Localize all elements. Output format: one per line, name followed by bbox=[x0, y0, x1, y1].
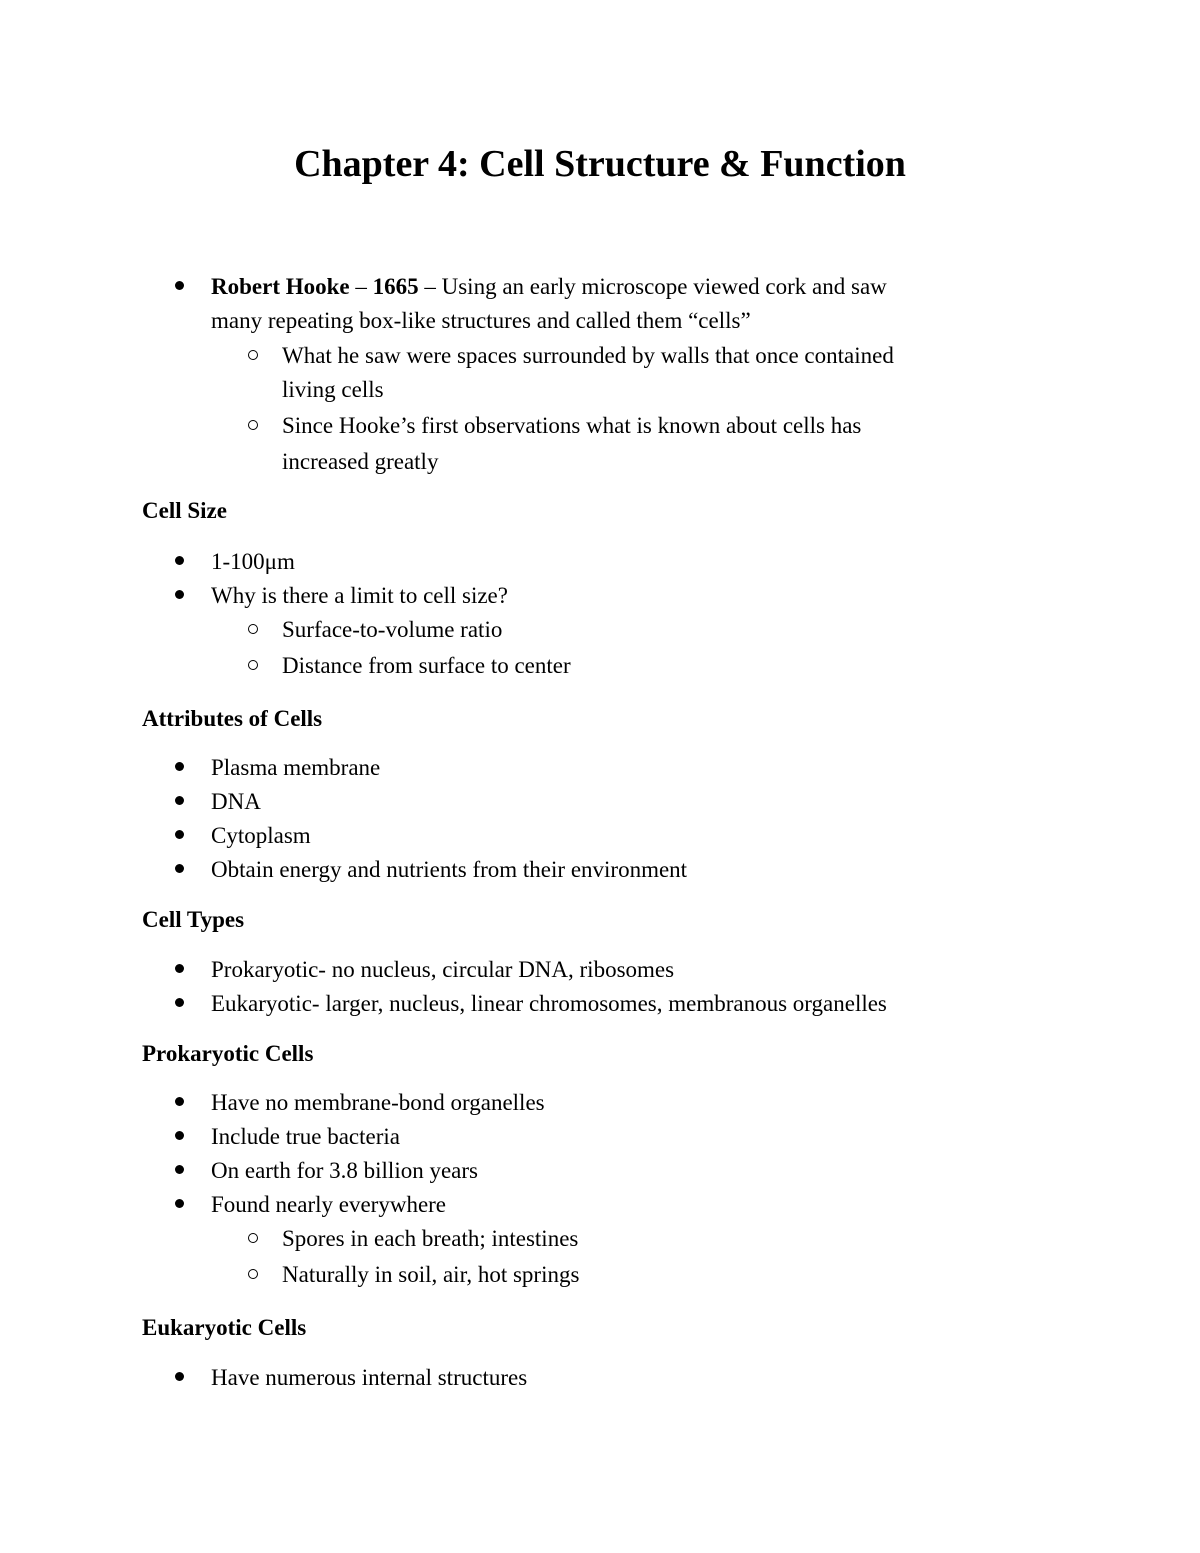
bullet-icon bbox=[175, 1372, 184, 1381]
page-title: Chapter 4: Cell Structure & Function bbox=[294, 143, 906, 185]
hooke-year: 1665 bbox=[372, 274, 419, 299]
list-item: Obtain energy and nutrients from their environment bbox=[211, 853, 687, 887]
list-item: Cytoplasm bbox=[211, 819, 311, 853]
section-heading-cell-types: Cell Types bbox=[142, 907, 245, 932]
sub-list-item: Naturally in soil, air, hot springs bbox=[282, 1258, 579, 1292]
list-item: Include true bacteria bbox=[211, 1120, 400, 1154]
section-heading-eukaryotic: Eukaryotic Cells bbox=[142, 1315, 307, 1340]
bullet-icon bbox=[175, 281, 184, 290]
list-item: Robert Hooke – 1665 – Using an early microscope viewed cork and saw many repeating box-like structures and called them “cells” bbox=[211, 270, 887, 338]
list-item: Plasma membrane bbox=[211, 751, 380, 785]
list-item: 1-100μm bbox=[211, 545, 295, 579]
bullet-icon bbox=[175, 556, 184, 565]
bullet-icon bbox=[175, 590, 184, 599]
section-heading-cell-size: Cell Size bbox=[142, 498, 227, 523]
circle-bullet-icon bbox=[248, 660, 258, 670]
section-heading-prokaryotic: Prokaryotic Cells bbox=[142, 1041, 314, 1066]
sub-list-item: What he saw were spaces surrounded by walls that once contained living cells bbox=[282, 339, 894, 407]
bullet-icon bbox=[175, 1199, 184, 1208]
bullet-icon bbox=[175, 1165, 184, 1174]
hooke-text-line2: many repeating box-like structures and called them “cells” bbox=[211, 308, 751, 333]
list-item: Prokaryotic- no nucleus, circular DNA, ribosomes bbox=[211, 953, 674, 987]
list-item: Have numerous internal structures bbox=[211, 1361, 527, 1395]
bullet-icon bbox=[175, 1131, 184, 1140]
list-item: Eukaryotic- larger, nucleus, linear chromosomes, membranous organelles bbox=[211, 987, 887, 1021]
bullet-icon bbox=[175, 998, 184, 1007]
list-item: Found nearly everywhere bbox=[211, 1188, 446, 1222]
list-item: On earth for 3.8 billion years bbox=[211, 1154, 478, 1188]
sub-list-item: Spores in each breath; intestines bbox=[282, 1222, 578, 1256]
bullet-icon bbox=[175, 830, 184, 839]
list-item: Have no membrane-bond organelles bbox=[211, 1086, 545, 1120]
circle-bullet-icon bbox=[248, 1269, 258, 1279]
circle-bullet-icon bbox=[248, 350, 258, 360]
circle-bullet-icon bbox=[248, 420, 258, 430]
bullet-icon bbox=[175, 964, 184, 973]
bullet-icon bbox=[175, 796, 184, 805]
circle-bullet-icon bbox=[248, 624, 258, 634]
list-item: DNA bbox=[211, 785, 261, 819]
bullet-icon bbox=[175, 864, 184, 873]
hooke-name: Robert Hooke bbox=[211, 274, 350, 299]
circle-bullet-icon bbox=[248, 1233, 258, 1243]
bullet-icon bbox=[175, 1097, 184, 1106]
sub-list-item: Distance from surface to center bbox=[282, 649, 571, 683]
bullet-icon bbox=[175, 762, 184, 771]
list-item: Why is there a limit to cell size? bbox=[211, 579, 508, 613]
section-heading-attributes: Attributes of Cells bbox=[142, 706, 323, 731]
sub-list-item: Surface-to-volume ratio bbox=[282, 613, 502, 647]
sub-list-item: Since Hooke’s first observations what is known about cells has increased greatly bbox=[282, 409, 861, 479]
hooke-text: – Using an early microscope viewed cork and saw bbox=[418, 274, 887, 299]
